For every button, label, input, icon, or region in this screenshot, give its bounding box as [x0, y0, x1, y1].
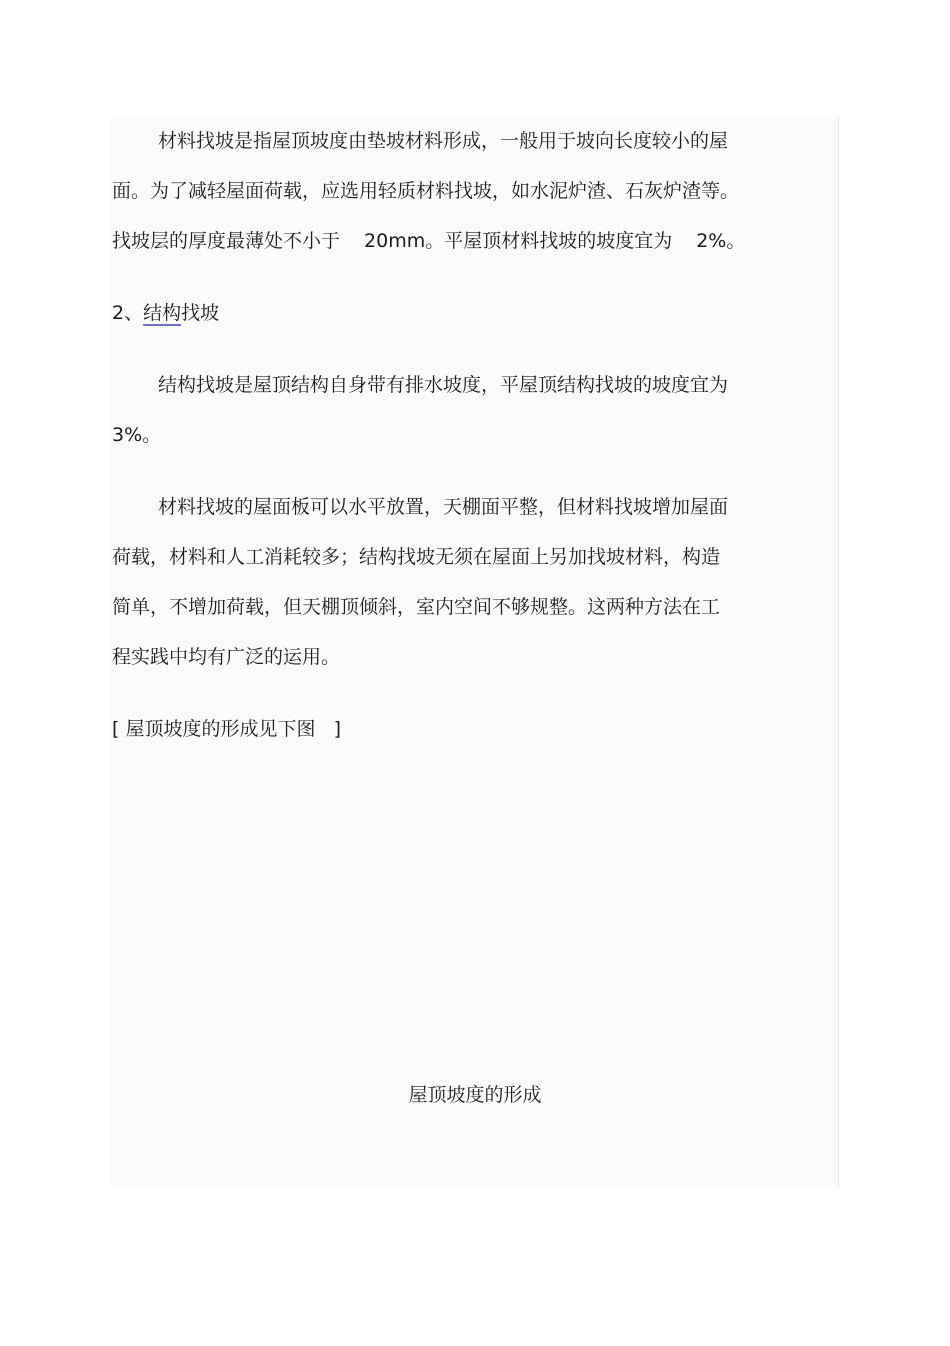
paragraph-2-line-2: 3%。	[112, 424, 162, 446]
paragraph-1-line-2: 面。为了减轻屋面荷载，应选用轻质材料找坡，如水泥炉渣、石灰炉渣等。	[112, 180, 740, 202]
section-heading-number: 2、	[112, 302, 144, 324]
paragraph-3-line-2: 荷载，材料和人工消耗较多；结构找坡无须在屋面上另加找坡材料，构造	[112, 546, 721, 568]
paragraph-1-line-3-text-b: 20mm。平屋顶材料找坡的坡度宜为	[364, 230, 673, 252]
paragraph-1-line-3-text-c: 2%。	[696, 230, 746, 252]
paragraph-3-line-3: 简单，不增加荷载，但天棚顶倾斜，室内空间不够规整。这两种方法在工	[112, 596, 721, 618]
section-heading-rest: 找坡	[181, 302, 220, 324]
paragraph-3-line-1: 材料找坡的屋面板可以水平放置，天棚面平整，但材料找坡增加屋面	[158, 496, 729, 518]
figure-caption: 屋顶坡度的形成	[408, 1084, 542, 1106]
paragraph-1-line-3	[112, 228, 745, 254]
section-heading-2	[112, 300, 219, 326]
figure-reference: [ 屋顶坡度的形成见下图 ]	[112, 718, 341, 740]
paragraph-1-line-1: 材料找坡是指屋顶坡度由垫坡材料形成，一般用于坡向长度较小的屋	[158, 130, 729, 152]
paragraph-2-line-1: 结构找坡是屋顶结构自身带有排水坡度，平屋顶结构找坡的坡度宜为	[158, 374, 729, 396]
section-heading-underlined-word: 结构	[143, 302, 182, 324]
paragraph-3-line-4: 程实践中均有广泛的运用。	[112, 646, 341, 668]
paragraph-1-line-3-text-a: 找坡层的厚度最薄处不小于	[112, 230, 341, 252]
